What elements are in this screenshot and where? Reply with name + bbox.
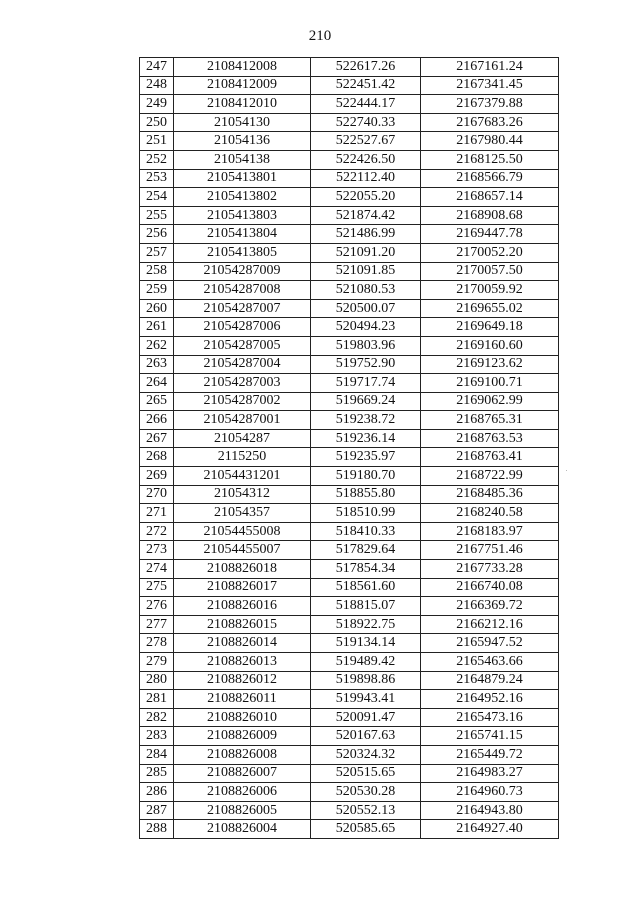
table-row bbox=[140, 113, 559, 132]
point-id-cell: 2108826009 bbox=[174, 727, 311, 746]
x-coordinate-cell: 522451.42 bbox=[311, 76, 421, 95]
y-coordinate-cell: 2169100.71 bbox=[421, 374, 559, 393]
x-coordinate-cell: 519134.14 bbox=[311, 634, 421, 653]
point-id-cell: 21054287004 bbox=[174, 355, 311, 374]
y-coordinate-cell: 2165463.66 bbox=[421, 653, 559, 672]
point-id-cell: 21054357 bbox=[174, 504, 311, 523]
y-coordinate-cell: 2168485.36 bbox=[421, 485, 559, 504]
point-id-cell: 2108412010 bbox=[174, 95, 311, 114]
y-coordinate-cell: 2166740.08 bbox=[421, 578, 559, 597]
table-row bbox=[140, 485, 559, 504]
row-number-cell: 282 bbox=[140, 708, 174, 727]
row-number-cell: 286 bbox=[140, 783, 174, 802]
point-id-cell: 2105413805 bbox=[174, 243, 311, 262]
row-number-cell: 250 bbox=[140, 113, 174, 132]
y-coordinate-cell: 2170059.92 bbox=[421, 281, 559, 300]
y-coordinate-cell: 2168765.31 bbox=[421, 411, 559, 430]
point-id-cell: 2115250 bbox=[174, 448, 311, 467]
row-number-cell: 274 bbox=[140, 560, 174, 579]
y-coordinate-cell: 2170052.20 bbox=[421, 243, 559, 262]
row-number-cell: 249 bbox=[140, 95, 174, 114]
x-coordinate-cell: 519180.70 bbox=[311, 467, 421, 486]
row-number-cell: 288 bbox=[140, 820, 174, 839]
row-number-cell: 265 bbox=[140, 392, 174, 411]
point-id-cell: 21054130 bbox=[174, 113, 311, 132]
y-coordinate-cell: 2168908.68 bbox=[421, 206, 559, 225]
row-number-cell: 281 bbox=[140, 690, 174, 709]
x-coordinate-cell: 518855.80 bbox=[311, 485, 421, 504]
x-coordinate-cell: 518410.33 bbox=[311, 522, 421, 541]
table-row bbox=[140, 262, 559, 281]
table-row bbox=[140, 764, 559, 783]
x-coordinate-cell: 519235.97 bbox=[311, 448, 421, 467]
table-row bbox=[140, 820, 559, 839]
point-id-cell: 2108826014 bbox=[174, 634, 311, 653]
y-coordinate-cell: 2167379.88 bbox=[421, 95, 559, 114]
page-number: 210 bbox=[308, 28, 332, 44]
point-id-cell: 2108412009 bbox=[174, 76, 311, 95]
y-coordinate-cell: 2166212.16 bbox=[421, 615, 559, 634]
table-row bbox=[140, 225, 559, 244]
x-coordinate-cell: 522444.17 bbox=[311, 95, 421, 114]
x-coordinate-cell: 519898.86 bbox=[311, 671, 421, 690]
y-coordinate-cell: 2168125.50 bbox=[421, 150, 559, 169]
table-row bbox=[140, 132, 559, 151]
scan-speck bbox=[566, 470, 567, 471]
row-number-cell: 267 bbox=[140, 429, 174, 448]
point-id-cell: 2108826006 bbox=[174, 783, 311, 802]
x-coordinate-cell: 520091.47 bbox=[311, 708, 421, 727]
table-row bbox=[140, 150, 559, 169]
row-number-cell: 251 bbox=[140, 132, 174, 151]
y-coordinate-cell: 2168763.41 bbox=[421, 448, 559, 467]
y-coordinate-cell: 2168657.14 bbox=[421, 188, 559, 207]
point-id-cell: 21054287001 bbox=[174, 411, 311, 430]
y-coordinate-cell: 2164943.80 bbox=[421, 801, 559, 820]
point-id-cell: 21054287002 bbox=[174, 392, 311, 411]
coordinates-table-body bbox=[140, 58, 559, 839]
table-row bbox=[140, 690, 559, 709]
y-coordinate-cell: 2170057.50 bbox=[421, 262, 559, 281]
row-number-cell: 269 bbox=[140, 467, 174, 486]
y-coordinate-cell: 2168763.53 bbox=[421, 429, 559, 448]
y-coordinate-cell: 2168566.79 bbox=[421, 169, 559, 188]
x-coordinate-cell: 522055.20 bbox=[311, 188, 421, 207]
y-coordinate-cell: 2168183.97 bbox=[421, 522, 559, 541]
point-id-cell: 21054287003 bbox=[174, 374, 311, 393]
y-coordinate-cell: 2167161.24 bbox=[421, 58, 559, 77]
point-id-cell: 21054287006 bbox=[174, 318, 311, 337]
row-number-cell: 278 bbox=[140, 634, 174, 653]
point-id-cell: 21054287009 bbox=[174, 262, 311, 281]
x-coordinate-cell: 519717.74 bbox=[311, 374, 421, 393]
row-number-cell: 252 bbox=[140, 150, 174, 169]
row-number-cell: 272 bbox=[140, 522, 174, 541]
y-coordinate-cell: 2165473.16 bbox=[421, 708, 559, 727]
row-number-cell: 270 bbox=[140, 485, 174, 504]
coordinates-table bbox=[139, 57, 559, 839]
y-coordinate-cell: 2165947.52 bbox=[421, 634, 559, 653]
table-row bbox=[140, 615, 559, 634]
table-row bbox=[140, 76, 559, 95]
point-id-cell: 2108826015 bbox=[174, 615, 311, 634]
row-number-cell: 262 bbox=[140, 336, 174, 355]
row-number-cell: 253 bbox=[140, 169, 174, 188]
table-row bbox=[140, 243, 559, 262]
x-coordinate-cell: 521091.20 bbox=[311, 243, 421, 262]
table-row bbox=[140, 671, 559, 690]
point-id-cell: 2108826011 bbox=[174, 690, 311, 709]
table-row bbox=[140, 411, 559, 430]
row-number-cell: 248 bbox=[140, 76, 174, 95]
point-id-cell: 21054287 bbox=[174, 429, 311, 448]
table-row bbox=[140, 653, 559, 672]
y-coordinate-cell: 2167980.44 bbox=[421, 132, 559, 151]
x-coordinate-cell: 522740.33 bbox=[311, 113, 421, 132]
x-coordinate-cell: 521486.99 bbox=[311, 225, 421, 244]
point-id-cell: 21054431201 bbox=[174, 467, 311, 486]
row-number-cell: 259 bbox=[140, 281, 174, 300]
y-coordinate-cell: 2169123.62 bbox=[421, 355, 559, 374]
row-number-cell: 280 bbox=[140, 671, 174, 690]
row-number-cell: 276 bbox=[140, 597, 174, 616]
point-id-cell: 2105413803 bbox=[174, 206, 311, 225]
x-coordinate-cell: 517829.64 bbox=[311, 541, 421, 560]
x-coordinate-cell: 520585.65 bbox=[311, 820, 421, 839]
row-number-cell: 284 bbox=[140, 745, 174, 764]
row-number-cell: 273 bbox=[140, 541, 174, 560]
row-number-cell: 258 bbox=[140, 262, 174, 281]
table-row bbox=[140, 374, 559, 393]
point-id-cell: 21054312 bbox=[174, 485, 311, 504]
y-coordinate-cell: 2164960.73 bbox=[421, 783, 559, 802]
point-id-cell: 21054287005 bbox=[174, 336, 311, 355]
table-row bbox=[140, 745, 559, 764]
table-row bbox=[140, 299, 559, 318]
y-coordinate-cell: 2168722.99 bbox=[421, 467, 559, 486]
row-number-cell: 268 bbox=[140, 448, 174, 467]
row-number-cell: 279 bbox=[140, 653, 174, 672]
table-row bbox=[140, 448, 559, 467]
table-row bbox=[140, 541, 559, 560]
point-id-cell: 2108826010 bbox=[174, 708, 311, 727]
x-coordinate-cell: 521080.53 bbox=[311, 281, 421, 300]
x-coordinate-cell: 520552.13 bbox=[311, 801, 421, 820]
point-id-cell: 2108412008 bbox=[174, 58, 311, 77]
row-number-cell: 260 bbox=[140, 299, 174, 318]
y-coordinate-cell: 2169160.60 bbox=[421, 336, 559, 355]
y-coordinate-cell: 2164983.27 bbox=[421, 764, 559, 783]
point-id-cell: 21054138 bbox=[174, 150, 311, 169]
table-row bbox=[140, 281, 559, 300]
row-number-cell: 271 bbox=[140, 504, 174, 523]
point-id-cell: 2108826016 bbox=[174, 597, 311, 616]
row-number-cell: 261 bbox=[140, 318, 174, 337]
x-coordinate-cell: 520530.28 bbox=[311, 783, 421, 802]
point-id-cell: 2108826018 bbox=[174, 560, 311, 579]
table-row bbox=[140, 336, 559, 355]
point-id-cell: 2108826013 bbox=[174, 653, 311, 672]
row-number-cell: 256 bbox=[140, 225, 174, 244]
row-number-cell: 275 bbox=[140, 578, 174, 597]
x-coordinate-cell: 518510.99 bbox=[311, 504, 421, 523]
y-coordinate-cell: 2164927.40 bbox=[421, 820, 559, 839]
table-row bbox=[140, 634, 559, 653]
row-number-cell: 247 bbox=[140, 58, 174, 77]
x-coordinate-cell: 522112.40 bbox=[311, 169, 421, 188]
y-coordinate-cell: 2169649.18 bbox=[421, 318, 559, 337]
table-row bbox=[140, 504, 559, 523]
table-row bbox=[140, 467, 559, 486]
table-row bbox=[140, 560, 559, 579]
point-id-cell: 2108826017 bbox=[174, 578, 311, 597]
x-coordinate-cell: 522426.50 bbox=[311, 150, 421, 169]
table-row bbox=[140, 783, 559, 802]
y-coordinate-cell: 2167341.45 bbox=[421, 76, 559, 95]
point-id-cell: 2105413801 bbox=[174, 169, 311, 188]
row-number-cell: 255 bbox=[140, 206, 174, 225]
point-id-cell: 21054455008 bbox=[174, 522, 311, 541]
point-id-cell: 2108826005 bbox=[174, 801, 311, 820]
x-coordinate-cell: 518561.60 bbox=[311, 578, 421, 597]
y-coordinate-cell: 2164952.16 bbox=[421, 690, 559, 709]
y-coordinate-cell: 2165449.72 bbox=[421, 745, 559, 764]
point-id-cell: 2105413802 bbox=[174, 188, 311, 207]
row-number-cell: 283 bbox=[140, 727, 174, 746]
point-id-cell: 2108826012 bbox=[174, 671, 311, 690]
table-row bbox=[140, 169, 559, 188]
table-row bbox=[140, 578, 559, 597]
table-row bbox=[140, 392, 559, 411]
point-id-cell: 21054136 bbox=[174, 132, 311, 151]
y-coordinate-cell: 2167751.46 bbox=[421, 541, 559, 560]
table-row bbox=[140, 597, 559, 616]
x-coordinate-cell: 518922.75 bbox=[311, 615, 421, 634]
point-id-cell: 21054455007 bbox=[174, 541, 311, 560]
row-number-cell: 263 bbox=[140, 355, 174, 374]
y-coordinate-cell: 2167733.28 bbox=[421, 560, 559, 579]
x-coordinate-cell: 519803.96 bbox=[311, 336, 421, 355]
y-coordinate-cell: 2165741.15 bbox=[421, 727, 559, 746]
y-coordinate-cell: 2167683.26 bbox=[421, 113, 559, 132]
x-coordinate-cell: 520515.65 bbox=[311, 764, 421, 783]
row-number-cell: 287 bbox=[140, 801, 174, 820]
row-number-cell: 285 bbox=[140, 764, 174, 783]
x-coordinate-cell: 520500.07 bbox=[311, 299, 421, 318]
row-number-cell: 257 bbox=[140, 243, 174, 262]
point-id-cell: 21054287007 bbox=[174, 299, 311, 318]
table-row bbox=[140, 355, 559, 374]
y-coordinate-cell: 2169447.78 bbox=[421, 225, 559, 244]
x-coordinate-cell: 522617.26 bbox=[311, 58, 421, 77]
x-coordinate-cell: 520494.23 bbox=[311, 318, 421, 337]
x-coordinate-cell: 520324.32 bbox=[311, 745, 421, 764]
table-row bbox=[140, 429, 559, 448]
point-id-cell: 2105413804 bbox=[174, 225, 311, 244]
x-coordinate-cell: 519752.90 bbox=[311, 355, 421, 374]
x-coordinate-cell: 518815.07 bbox=[311, 597, 421, 616]
table-row bbox=[140, 318, 559, 337]
y-coordinate-cell: 2166369.72 bbox=[421, 597, 559, 616]
x-coordinate-cell: 522527.67 bbox=[311, 132, 421, 151]
table-row bbox=[140, 801, 559, 820]
y-coordinate-cell: 2164879.24 bbox=[421, 671, 559, 690]
point-id-cell: 2108826004 bbox=[174, 820, 311, 839]
point-id-cell: 2108826008 bbox=[174, 745, 311, 764]
x-coordinate-cell: 519943.41 bbox=[311, 690, 421, 709]
table-row bbox=[140, 206, 559, 225]
y-coordinate-cell: 2169062.99 bbox=[421, 392, 559, 411]
x-coordinate-cell: 521874.42 bbox=[311, 206, 421, 225]
x-coordinate-cell: 519669.24 bbox=[311, 392, 421, 411]
point-id-cell: 21054287008 bbox=[174, 281, 311, 300]
y-coordinate-cell: 2168240.58 bbox=[421, 504, 559, 523]
x-coordinate-cell: 521091.85 bbox=[311, 262, 421, 281]
x-coordinate-cell: 517854.34 bbox=[311, 560, 421, 579]
table-row bbox=[140, 727, 559, 746]
row-number-cell: 264 bbox=[140, 374, 174, 393]
row-number-cell: 254 bbox=[140, 188, 174, 207]
x-coordinate-cell: 519238.72 bbox=[311, 411, 421, 430]
table-row bbox=[140, 708, 559, 727]
point-id-cell: 2108826007 bbox=[174, 764, 311, 783]
x-coordinate-cell: 519489.42 bbox=[311, 653, 421, 672]
table-row bbox=[140, 188, 559, 207]
row-number-cell: 266 bbox=[140, 411, 174, 430]
x-coordinate-cell: 519236.14 bbox=[311, 429, 421, 448]
y-coordinate-cell: 2169655.02 bbox=[421, 299, 559, 318]
table-row bbox=[140, 522, 559, 541]
row-number-cell: 277 bbox=[140, 615, 174, 634]
x-coordinate-cell: 520167.63 bbox=[311, 727, 421, 746]
table-row bbox=[140, 58, 559, 77]
table-row bbox=[140, 95, 559, 114]
